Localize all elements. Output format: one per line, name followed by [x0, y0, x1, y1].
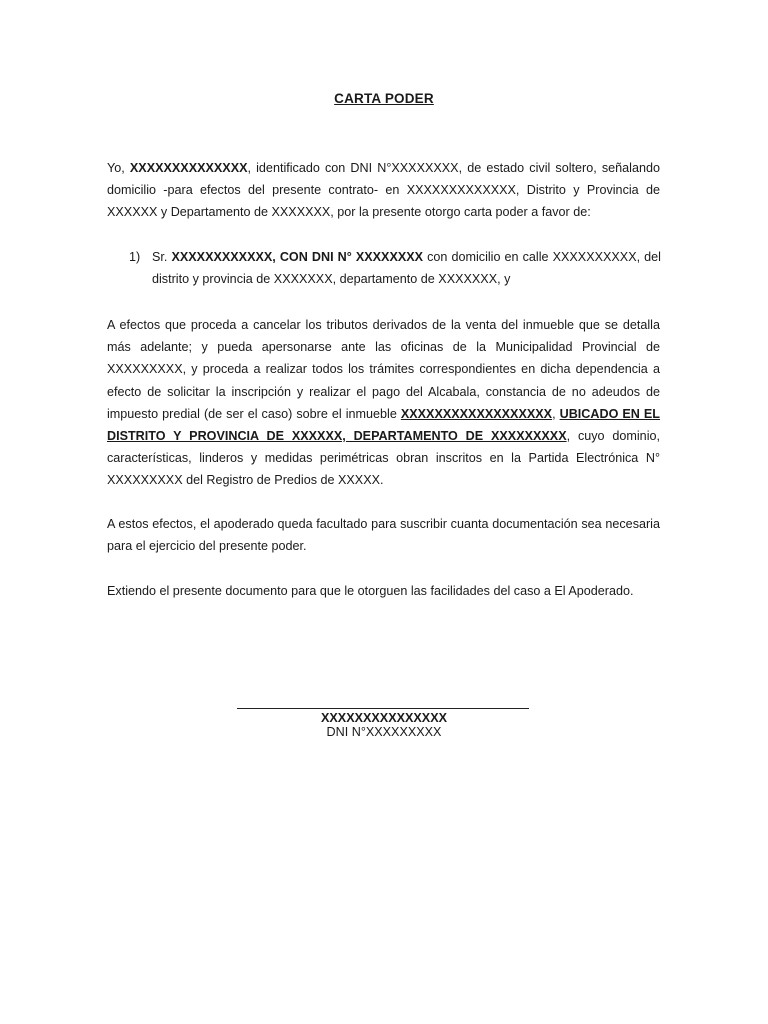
attorney-prefix: Sr. — [152, 250, 172, 264]
property-id: XXXXXXXXXXXXXXXXXX — [400, 406, 553, 421]
signature-name: XXXXXXXXXXXXXXX — [321, 711, 447, 725]
grantor-details: , identificado con DNI N°XXXXXXXX, de estado civil soltero, señalando domicilio -para efectos del presente contrato- en XXXXXXXXXXXXX, Distrito y Provincia de XXXXXX y Departamento de XXXXXXX, por la presente otorgo carta poder a favor de: — [107, 161, 660, 220]
purpose-text: A efectos que proceda a cancelar los tributos derivados de la venta del inmueble que se detalla más adelante; y pueda apersonarse ante las oficinas de la Municipalidad Provincial de XXXXXXXXX, y proceda a realizar todos los trámites correspondientes en dicha dependencia a efecto de solicitar la inscripción y realizar el pago del Alcabala, constancia de no adeudos de impuesto predial (de ser el caso) sobre el inmueble — [107, 318, 660, 421]
document-title: CARTA PODER — [334, 91, 434, 106]
list-number: 1) — [129, 250, 141, 264]
purpose-closing: , cuyo dominio, características, linderos y medidas perimétricas obran inscritos en la Partida Electrónica N° XXXXXXXXX del Registro de Predios de XXXXX. — [107, 429, 660, 488]
paragraph-grantor — [107, 157, 660, 224]
attorney-description — [152, 246, 661, 290]
signature-line — [237, 708, 529, 709]
attorney-address: con domicilio en calle XXXXXXXXXX, del distrito y provincia de XXXXXXX, departamento de XXXXXXX, y — [152, 250, 661, 287]
purpose-separator: , — [552, 406, 560, 421]
grantor-intro: Yo, — [107, 161, 130, 175]
signature-dni: DNI N°XXXXXXXXX — [326, 725, 442, 739]
paragraph-purpose — [107, 314, 660, 492]
paragraph-closing: Extiendo el presente documento para que le otorguen las facilidades del caso a El Apoderado. — [107, 584, 634, 598]
grantor-name: XXXXXXXXXXXXXX — [129, 161, 248, 175]
paragraph-powers: A estos efectos, el apoderado queda facultado para suscribir cuanta documentación sea necesaria para el ejercicio del presente poder. — [107, 517, 660, 554]
list-item-attorney — [129, 246, 661, 290]
attorney-name: XXXXXXXXXXXX, CON DNI N° XXXXXXXX — [171, 250, 424, 264]
property-location: UBICADO EN EL DISTRITO Y PROVINCIA DE XXXXXX, DEPARTAMENTO DE XXXXXXXXX — [107, 406, 661, 444]
